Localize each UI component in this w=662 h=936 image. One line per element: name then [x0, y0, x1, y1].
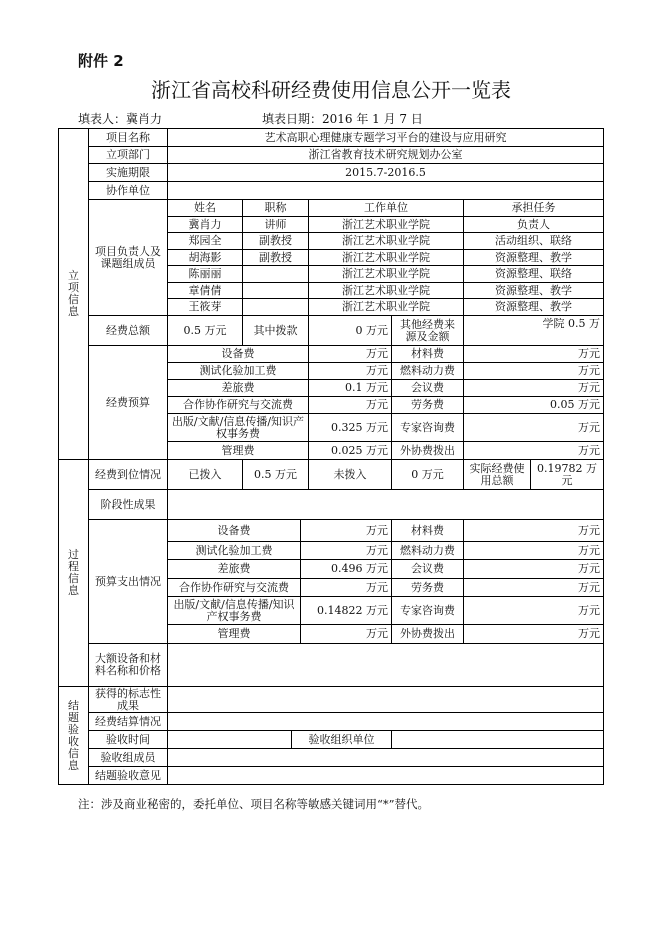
budget-item-value: 万元: [463, 379, 604, 397]
label-arrival: 经费到位情况: [88, 459, 168, 490]
member-cell: 浙江艺术职业学院: [308, 282, 464, 299]
filler-name: 填表人：冀肖力: [78, 112, 163, 126]
value-achievements: [167, 686, 604, 713]
member-cell: 资源整理、教学: [463, 298, 604, 316]
label-acceptance-members: 验收组成员: [88, 748, 168, 767]
member-cell: 王筱芽: [167, 298, 243, 316]
member-cell: [242, 282, 309, 299]
member-cell: 讲师: [242, 216, 309, 233]
budget-item-label: 燃料动力费: [391, 362, 464, 380]
member-cell: 负责人: [463, 216, 604, 233]
budget-item-value: 0.1 万元: [308, 379, 392, 397]
spending-item-value: 0.14822 万元: [300, 596, 392, 625]
budget-item-value: 万元: [463, 362, 604, 380]
spending-item-label: 测试化验加工费: [167, 541, 301, 560]
member-cell: 副教授: [242, 232, 309, 250]
member-cell: 浙江艺术职业学院: [308, 298, 464, 316]
member-cell: 资源整理、教学: [463, 249, 604, 266]
spending-item-label: 设备费: [167, 519, 301, 542]
spending-item-value: 万元: [463, 519, 604, 542]
spending-item-value: 万元: [300, 519, 392, 542]
spending-item-label: 会议费: [391, 559, 464, 579]
spending-item-value: 0.496 万元: [300, 559, 392, 579]
budget-item-label: 出版/文献/信息传播/知识产权事务费: [167, 413, 309, 442]
label-acceptance-time: 验收时间: [88, 730, 168, 749]
spending-item-label: 差旅费: [167, 559, 301, 579]
section-closing: 结题验收信息: [58, 686, 89, 785]
value-received: 0.5 万元: [242, 459, 309, 490]
spending-item-label: 燃料动力费: [391, 541, 464, 560]
label-settlement: 经费结算情况: [88, 712, 168, 731]
footnote: 注：涉及商业秘密的，委托单位、项目名称等敏感关键词用“*”替代。: [78, 797, 430, 811]
value-allocation: 0 万元: [308, 315, 392, 346]
member-header: 承担任务: [463, 199, 604, 217]
label-total: 经费总额: [88, 315, 168, 346]
value-name: 艺术高职心理健康专题学习平台的建设与应用研究: [167, 128, 604, 147]
label-dept: 立项部门: [88, 146, 168, 164]
member-header: 职称: [242, 199, 309, 217]
budget-item-label: 材料费: [391, 345, 464, 363]
value-actual: 0.19782 万元: [530, 459, 604, 490]
spending-item-label: 管理费: [167, 624, 301, 644]
spending-item-label: 劳务费: [391, 578, 464, 597]
budget-item-value: 万元: [463, 345, 604, 363]
member-cell: [242, 265, 309, 283]
value-total: 0.5 万元: [167, 315, 243, 346]
member-cell: 章倩倩: [167, 282, 243, 299]
value-other: 学院 0.5 万: [463, 315, 604, 346]
budget-item-value: 万元: [308, 345, 392, 363]
label-acceptance-opinion: 结题验收意见: [88, 766, 168, 785]
member-cell: 浙江艺术职业学院: [308, 216, 464, 233]
spending-item-value: 万元: [300, 578, 392, 597]
budget-item-label: 合作协作研究与交流费: [167, 396, 309, 414]
spending-item-value: 万元: [463, 624, 604, 644]
label-achievements: 获得的标志性成果: [88, 686, 168, 713]
label-allocation: 其中拨款: [242, 315, 309, 346]
budget-item-label: 设备费: [167, 345, 309, 363]
label-spending: 预算支出情况: [88, 519, 168, 644]
attachment-label: 附件 2: [78, 52, 124, 70]
member-cell: 胡海影: [167, 249, 243, 266]
value-partner: [167, 181, 604, 200]
spending-item-label: 出版/文献/信息传播/知识产权事务费: [167, 596, 301, 625]
label-acceptance-org: 验收组织单位: [291, 730, 392, 749]
member-cell: 浙江艺术职业学院: [308, 249, 464, 266]
spending-item-value: 万元: [463, 559, 604, 579]
label-period: 实施期限: [88, 163, 168, 182]
value-large-equipment: [167, 643, 604, 687]
member-cell: 冀肖力: [167, 216, 243, 233]
value-stage: [167, 489, 604, 520]
label-members: 项目负责人及课题组成员: [88, 199, 168, 316]
budget-item-label: 外协费拨出: [391, 441, 464, 460]
member-header: 工作单位: [308, 199, 464, 217]
label-large-equipment: 大额设备和材料名称和价格: [88, 643, 168, 687]
value-period: 2015.7-2016.5: [167, 163, 604, 182]
member-cell: 副教授: [242, 249, 309, 266]
budget-item-label: 会议费: [391, 379, 464, 397]
spending-item-value: 万元: [463, 596, 604, 625]
section-project: 立项信息: [58, 128, 89, 460]
spending-item-label: 材料费: [391, 519, 464, 542]
value-acceptance-members: [167, 748, 604, 767]
spending-item-label: 合作协作研究与交流费: [167, 578, 301, 597]
budget-item-value: 万元: [463, 441, 604, 460]
budget-item-value: 0.025 万元: [308, 441, 392, 460]
value-pending: 0 万元: [391, 459, 464, 490]
budget-item-value: 万元: [308, 362, 392, 380]
member-cell: 资源整理、联络: [463, 265, 604, 283]
budget-item-value: 0.325 万元: [308, 413, 392, 442]
section-process: 过程信息: [58, 459, 89, 687]
fill-date: 填表日期：2016 年 1 月 7 日: [262, 112, 423, 126]
budget-item-label: 差旅费: [167, 379, 309, 397]
label-received: 已拨入: [167, 459, 243, 490]
value-acceptance-org: [391, 730, 604, 749]
budget-item-label: 管理费: [167, 441, 309, 460]
spending-item-label: 专家咨询费: [391, 596, 464, 625]
member-cell: 活动组织、联络: [463, 232, 604, 250]
budget-item-label: 劳务费: [391, 396, 464, 414]
spending-item-value: 万元: [463, 578, 604, 597]
value-dept: 浙江省教育技术研究规划办公室: [167, 146, 604, 164]
budget-item-label: 测试化验加工费: [167, 362, 309, 380]
spending-item-value: 万元: [463, 541, 604, 560]
member-cell: 浙江艺术职业学院: [308, 232, 464, 250]
member-cell: [242, 298, 309, 316]
member-cell: 郑园全: [167, 232, 243, 250]
value-settlement: [167, 712, 604, 731]
label-budget: 经费预算: [88, 345, 168, 460]
value-acceptance-time: [167, 730, 292, 749]
budget-item-value: 万元: [308, 396, 392, 414]
budget-item-value: 0.05 万元: [463, 396, 604, 414]
document-title: 浙江省高校科研经费使用信息公开一览表: [151, 78, 511, 102]
budget-item-label: 专家咨询费: [391, 413, 464, 442]
label-stage: 阶段性成果: [88, 489, 168, 520]
label-name: 项目名称: [88, 128, 168, 147]
label-actual: 实际经费使用总额: [463, 459, 531, 490]
budget-item-value: 万元: [463, 413, 604, 442]
spending-item-label: 外协费拨出: [391, 624, 464, 644]
spending-item-value: 万元: [300, 624, 392, 644]
spending-item-value: 万元: [300, 541, 392, 560]
member-cell: 资源整理、教学: [463, 282, 604, 299]
label-pending: 未拨入: [308, 459, 392, 490]
label-other: 其他经费来源及金额: [391, 315, 464, 346]
member-cell: 陈丽丽: [167, 265, 243, 283]
member-header: 姓名: [167, 199, 243, 217]
label-partner: 协作单位: [88, 181, 168, 200]
member-cell: 浙江艺术职业学院: [308, 265, 464, 283]
value-acceptance-opinion: [167, 766, 604, 785]
